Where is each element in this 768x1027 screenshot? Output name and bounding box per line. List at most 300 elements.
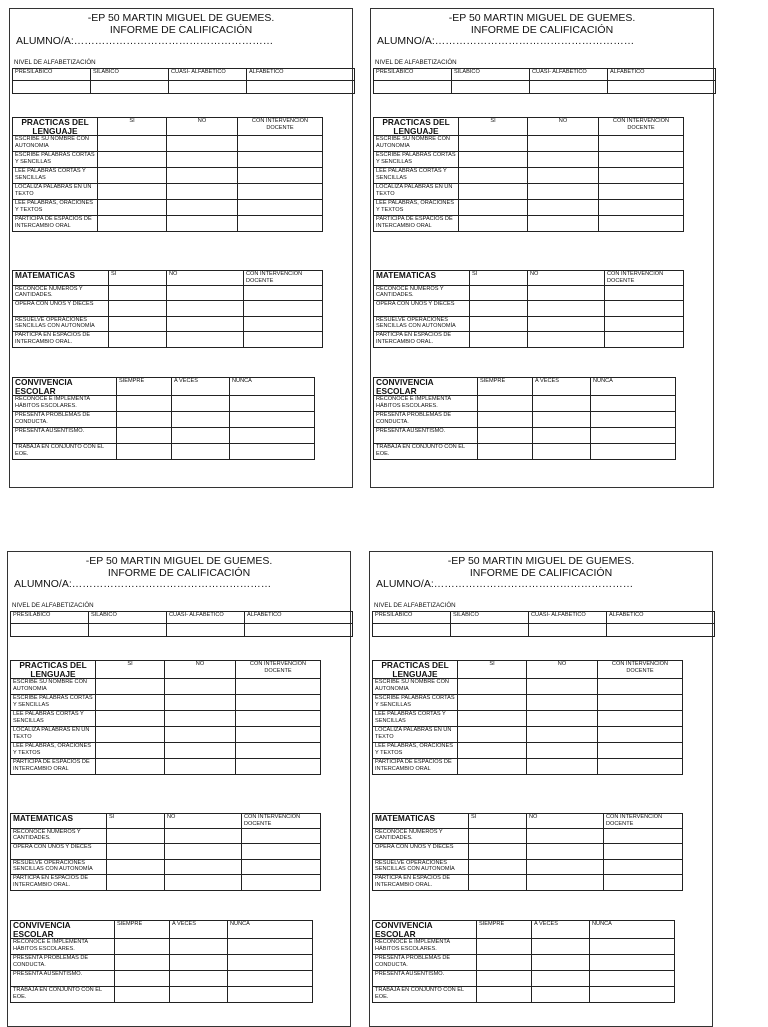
grade-cell[interactable] <box>533 396 591 412</box>
column-no: NO <box>528 118 599 136</box>
grade-cell[interactable] <box>605 301 684 317</box>
level-cuasi-alfabetico: CUASI- ALFABETICO <box>530 69 608 81</box>
grade-cell[interactable] <box>167 285 244 301</box>
grade-cell[interactable] <box>598 743 683 759</box>
grade-cell[interactable] <box>96 679 165 695</box>
criterion-label: LOCALIZA PALABRAS EN UN TEXTO <box>13 184 98 200</box>
grade-cell[interactable] <box>167 168 238 184</box>
grade-cell[interactable] <box>528 136 599 152</box>
language-section-title: PRACTICAS DEL LENGUAJE <box>373 661 458 679</box>
grade-cell[interactable] <box>117 444 172 460</box>
grade-cell[interactable] <box>115 955 170 971</box>
grade-cell[interactable] <box>458 743 527 759</box>
criterion-label: PARTICIPA DE ESPACIOS DE INTERCAMBIO ORAL <box>13 216 98 232</box>
grade-cell[interactable] <box>591 428 676 444</box>
grade-cell[interactable] <box>599 200 684 216</box>
grade-cell[interactable] <box>244 316 323 332</box>
grade-cell[interactable] <box>527 828 604 844</box>
grade-cell[interactable] <box>605 285 684 301</box>
grade-cell[interactable] <box>165 844 242 860</box>
criterion-label: LOCALIZA PALABRAS EN UN TEXTO <box>373 727 458 743</box>
grade-cell[interactable] <box>598 695 683 711</box>
grade-cell[interactable] <box>98 168 167 184</box>
column-nunca: NUNCA <box>590 921 675 939</box>
criterion-label: PARTICPA EN ESPACIOS DE INTERCAMBIO ORAL. <box>11 875 107 891</box>
grade-cell[interactable] <box>98 136 167 152</box>
grade-cell[interactable] <box>165 695 236 711</box>
grade-cell[interactable] <box>533 412 591 428</box>
table-row <box>373 971 675 987</box>
literacy-level-table <box>12 68 355 94</box>
grade-cell[interactable] <box>470 301 528 317</box>
grade-cell[interactable] <box>230 412 315 428</box>
grade-cell[interactable] <box>478 396 533 412</box>
table-row <box>374 136 684 152</box>
grade-cell[interactable] <box>599 184 684 200</box>
criterion-label: RESUELVE OPERACIONES SENCILLAS CON AUTONOMÍA <box>13 316 109 332</box>
table-row <box>13 216 323 232</box>
grade-cell[interactable] <box>109 301 167 317</box>
grade-cell[interactable] <box>459 184 528 200</box>
column-a-veces: A VECES <box>172 378 230 396</box>
criterion-label: PRESENTA AUSENTISMO. <box>373 971 477 987</box>
column-no: NO <box>528 271 605 286</box>
grade-cell[interactable] <box>598 727 683 743</box>
grade-cell[interactable] <box>591 444 676 460</box>
grade-cell[interactable] <box>459 216 528 232</box>
grade-cell[interactable] <box>533 428 591 444</box>
grade-cell[interactable] <box>477 955 532 971</box>
grade-cell[interactable] <box>228 971 313 987</box>
level-silabico: SILÁBICO <box>451 612 529 624</box>
grade-cell[interactable] <box>238 136 323 152</box>
criterion-label: PRESENTA AUSENTISMO. <box>11 971 115 987</box>
math-section-title: MATEMATICAS <box>11 814 107 829</box>
grade-cell[interactable] <box>590 955 675 971</box>
criterion-label: RECONOCE NUMEROS Y CANTIDADES. <box>13 285 109 301</box>
table-row <box>374 316 684 332</box>
grade-cell[interactable] <box>533 444 591 460</box>
school-name: -EP 50 MARTIN MIGUEL DE GUEMES. <box>87 12 275 24</box>
column-siempre: SIEMPRE <box>117 378 172 396</box>
level-cell[interactable] <box>452 81 530 94</box>
grade-cell[interactable] <box>117 428 172 444</box>
level-silabico: SILÁBICO <box>452 69 530 81</box>
table-row <box>11 828 321 844</box>
grade-cell[interactable] <box>590 939 675 955</box>
grade-cell[interactable] <box>527 711 598 727</box>
grade-cell[interactable] <box>117 396 172 412</box>
grade-cell[interactable] <box>532 971 590 987</box>
grade-cell[interactable] <box>591 396 676 412</box>
level-cell[interactable] <box>529 624 607 637</box>
grade-cell[interactable] <box>167 152 238 168</box>
coexistence-section-title: CONVIVENCIA ESCOLAR <box>11 921 115 939</box>
report-title: INFORME DE CALIFICACIÓN <box>470 24 614 36</box>
grade-cell[interactable] <box>230 444 315 460</box>
grade-cell[interactable] <box>96 759 165 775</box>
table-row <box>13 152 323 168</box>
grade-cell[interactable] <box>244 332 323 348</box>
grade-cell[interactable] <box>96 695 165 711</box>
level-cell[interactable] <box>245 624 353 637</box>
table-row <box>373 875 683 891</box>
grade-cell[interactable] <box>527 679 598 695</box>
table-row <box>374 396 676 412</box>
grade-cell[interactable] <box>458 759 527 775</box>
grade-cell[interactable] <box>230 396 315 412</box>
table-row <box>373 828 683 844</box>
grade-cell[interactable] <box>477 987 532 1003</box>
table-row <box>373 695 683 711</box>
grade-cell[interactable] <box>528 301 605 317</box>
grade-cell[interactable] <box>236 711 321 727</box>
language-section-title: PRACTICAS DEL LENGUAJE <box>11 661 96 679</box>
grade-cell[interactable] <box>167 200 238 216</box>
column-con-intervencion: CON INTERVENCION DOCENTE <box>598 661 683 679</box>
grade-cell[interactable] <box>238 168 323 184</box>
grade-cell[interactable] <box>115 939 170 955</box>
grade-cell[interactable] <box>244 285 323 301</box>
table-row <box>11 759 321 775</box>
grade-cell[interactable] <box>527 743 598 759</box>
level-alfabetico: ALFABETICO <box>247 69 355 81</box>
grade-cell[interactable] <box>167 332 244 348</box>
grade-cell[interactable] <box>604 844 683 860</box>
column-nunca: NUNCA <box>228 921 313 939</box>
grade-cell[interactable] <box>527 695 598 711</box>
literacy-level-label: NIVEL DE ALFABETIZACIÓN <box>375 59 457 66</box>
grade-cell[interactable] <box>98 152 167 168</box>
literacy-level-table <box>373 68 716 94</box>
table-row <box>374 216 684 232</box>
level-cell[interactable] <box>13 81 91 94</box>
language-table <box>10 660 321 775</box>
grade-cell[interactable] <box>599 136 684 152</box>
grade-cell[interactable] <box>167 136 238 152</box>
grade-cell[interactable] <box>604 875 683 891</box>
grade-cell[interactable] <box>458 679 527 695</box>
grade-cell[interactable] <box>528 216 599 232</box>
level-cell[interactable] <box>608 81 716 94</box>
level-silabico: SILÁBICO <box>89 612 167 624</box>
level-cell[interactable] <box>167 624 245 637</box>
criterion-label: RECONOCE E IMPLEMENTA HÁBITOS ESCOLARES. <box>374 396 478 412</box>
grade-cell[interactable] <box>469 875 527 891</box>
grade-cell[interactable] <box>598 711 683 727</box>
table-row <box>13 396 315 412</box>
grade-cell[interactable] <box>96 743 165 759</box>
grade-cell[interactable] <box>527 759 598 775</box>
grade-cell[interactable] <box>470 332 528 348</box>
column-no: NO <box>165 814 242 829</box>
table-row <box>11 679 321 695</box>
criterion-label: TRABAJA EN CONJUNTO CON EL EOE. <box>11 987 115 1003</box>
grade-cell[interactable] <box>599 216 684 232</box>
grade-cell[interactable] <box>478 428 533 444</box>
table-row <box>11 939 313 955</box>
grade-cell[interactable] <box>117 412 172 428</box>
level-cell[interactable] <box>247 81 355 94</box>
level-presilabico: PRESILÁBICO <box>374 69 452 81</box>
grade-cell[interactable] <box>458 711 527 727</box>
criterion-label: LEE PALABRAS CORTAS Y SENCILLAS <box>373 711 458 727</box>
grade-cell[interactable] <box>528 184 599 200</box>
grade-cell[interactable] <box>532 955 590 971</box>
math-section-title: MATEMATICAS <box>373 814 469 829</box>
level-presilabico: PRESILÁBICO <box>11 612 89 624</box>
grade-cell[interactable] <box>458 727 527 743</box>
grade-cell[interactable] <box>459 168 528 184</box>
grade-cell[interactable] <box>527 727 598 743</box>
criterion-label: LEE PALABRAS CORTAS Y SENCILLAS <box>13 168 98 184</box>
table-row <box>11 844 321 860</box>
grade-cell[interactable] <box>165 759 236 775</box>
criterion-label: ESCRIBE PALABRAS CORTAS Y SENCILLAS <box>373 695 458 711</box>
grade-cell[interactable] <box>470 316 528 332</box>
grade-cell[interactable] <box>477 971 532 987</box>
language-section-title: PRACTICAS DEL LENGUAJE <box>13 118 98 136</box>
literacy-level-table <box>10 611 353 637</box>
report-card-3 <box>7 551 351 1027</box>
table-row <box>373 939 675 955</box>
language-table <box>373 117 684 232</box>
grade-cell[interactable] <box>527 875 604 891</box>
grade-cell[interactable] <box>170 987 228 1003</box>
grade-cell[interactable] <box>528 316 605 332</box>
grade-cell[interactable] <box>107 875 165 891</box>
grade-cell[interactable] <box>598 759 683 775</box>
grade-cell[interactable] <box>228 955 313 971</box>
grade-cell[interactable] <box>170 955 228 971</box>
level-cell[interactable] <box>374 81 452 94</box>
grade-cell[interactable] <box>98 200 167 216</box>
grade-cell[interactable] <box>470 285 528 301</box>
math-table <box>373 270 684 348</box>
criterion-label: ESCRIBE SU NOMBRE CON AUTONOMIA <box>374 136 459 152</box>
level-cell[interactable] <box>451 624 529 637</box>
grade-cell[interactable] <box>528 285 605 301</box>
grade-cell[interactable] <box>167 216 238 232</box>
table-row <box>373 727 683 743</box>
grade-cell[interactable] <box>172 444 230 460</box>
grade-cell[interactable] <box>244 301 323 317</box>
grade-cell[interactable] <box>170 939 228 955</box>
criterion-label: PRESENTA PROBLEMAS DE CONDUCTA. <box>11 955 115 971</box>
grade-cell[interactable] <box>459 152 528 168</box>
grade-cell[interactable] <box>167 184 238 200</box>
table-row <box>11 859 321 875</box>
grade-cell[interactable] <box>236 679 321 695</box>
column-si: SI <box>469 814 527 829</box>
math-table <box>372 813 683 891</box>
criterion-label: OPERA CON UNOS Y DIECES <box>13 301 109 317</box>
criterion-label: PARTICIPA DE ESPACIOS DE INTERCAMBIO ORAL <box>374 216 459 232</box>
report-title: INFORME DE CALIFICACIÓN <box>109 24 253 36</box>
grade-cell[interactable] <box>458 695 527 711</box>
grade-cell[interactable] <box>477 939 532 955</box>
criterion-label: RESUELVE OPERACIONES SENCILLAS CON AUTONOMÍA <box>11 859 107 875</box>
criterion-label: TRABAJA EN CONJUNTO CON EL EOE. <box>13 444 117 460</box>
column-si: SI <box>470 271 528 286</box>
grade-cell[interactable] <box>469 859 527 875</box>
level-cell[interactable] <box>89 624 167 637</box>
grade-cell[interactable] <box>165 875 242 891</box>
grade-cell[interactable] <box>236 743 321 759</box>
level-cell[interactable] <box>11 624 89 637</box>
column-con-intervencion: CON INTERVENCION DOCENTE <box>604 814 683 829</box>
grade-cell[interactable] <box>165 859 242 875</box>
level-alfabetico: ALFABETICO <box>608 69 716 81</box>
column-siempre: SIEMPRE <box>115 921 170 939</box>
grade-cell[interactable] <box>590 971 675 987</box>
grade-cell[interactable] <box>599 152 684 168</box>
column-si: SI <box>109 271 167 286</box>
criterion-label: PRESENTA PROBLEMAS DE CONDUCTA. <box>373 955 477 971</box>
grade-cell[interactable] <box>172 396 230 412</box>
level-cell[interactable] <box>530 81 608 94</box>
criterion-label: LEE PALABRAS, ORACIONES Y TEXTOS <box>13 200 98 216</box>
grade-cell[interactable] <box>170 971 228 987</box>
table-row <box>374 428 676 444</box>
criterion-label: ESCRIBE SU NOMBRE CON AUTONOMIA <box>11 679 96 695</box>
grade-cell[interactable] <box>242 859 321 875</box>
grade-cell[interactable] <box>242 844 321 860</box>
grade-cell[interactable] <box>478 444 533 460</box>
level-cell[interactable] <box>607 624 715 637</box>
grade-cell[interactable] <box>228 939 313 955</box>
grade-cell[interactable] <box>96 711 165 727</box>
student-name-field: ALUMNO/A:………………………………………………… <box>14 578 272 590</box>
level-alfabetico: ALFABETICO <box>607 612 715 624</box>
coexistence-table <box>372 920 675 1003</box>
grade-cell[interactable] <box>98 216 167 232</box>
grade-cell[interactable] <box>115 987 170 1003</box>
table-row <box>13 285 323 301</box>
level-cell[interactable] <box>169 81 247 94</box>
grade-cell[interactable] <box>528 332 605 348</box>
grade-cell[interactable] <box>605 332 684 348</box>
column-nunca: NUNCA <box>230 378 315 396</box>
grade-cell[interactable] <box>590 987 675 1003</box>
grade-cell[interactable] <box>109 285 167 301</box>
grade-cell[interactable] <box>528 168 599 184</box>
grade-cell[interactable] <box>605 316 684 332</box>
grade-cell[interactable] <box>528 200 599 216</box>
grade-cell[interactable] <box>242 875 321 891</box>
grade-cell[interactable] <box>238 200 323 216</box>
grade-cell[interactable] <box>167 316 244 332</box>
grade-cell[interactable] <box>236 727 321 743</box>
grade-cell[interactable] <box>165 727 236 743</box>
column-si: SI <box>458 661 527 679</box>
criterion-label: RECONOCE NUMEROS Y CANTIDADES. <box>373 828 469 844</box>
table-row <box>13 136 323 152</box>
student-name-field: ALUMNO/A:………………………………………………… <box>16 35 274 47</box>
grade-cell[interactable] <box>107 859 165 875</box>
table-row <box>11 955 313 971</box>
criterion-label: RECONOCE NUMEROS Y CANTIDADES. <box>374 285 470 301</box>
grade-cell[interactable] <box>528 152 599 168</box>
report-title: INFORME DE CALIFICACIÓN <box>469 567 613 579</box>
report-title: INFORME DE CALIFICACIÓN <box>107 567 251 579</box>
table-row <box>373 844 683 860</box>
criterion-label: PARTICIPA DE ESPACIOS DE INTERCAMBIO ORAL <box>11 759 96 775</box>
coexistence-section-title: CONVIVENCIA ESCOLAR <box>374 378 478 396</box>
grade-cell[interactable] <box>469 828 527 844</box>
level-cell[interactable] <box>373 624 451 637</box>
report-card-1 <box>9 8 353 488</box>
criterion-label: OPERA CON UNOS Y DIECES <box>373 844 469 860</box>
grade-cell[interactable] <box>165 711 236 727</box>
grade-cell[interactable] <box>238 184 323 200</box>
grade-cell[interactable] <box>98 184 167 200</box>
grade-cell[interactable] <box>238 152 323 168</box>
grade-cell[interactable] <box>591 412 676 428</box>
grade-cell[interactable] <box>604 828 683 844</box>
table-row <box>374 200 684 216</box>
grade-cell[interactable] <box>107 844 165 860</box>
column-con-intervencion: CON INTERVENCION DOCENTE <box>605 271 684 286</box>
grade-cell[interactable] <box>230 428 315 444</box>
criterion-label: OPERA CON UNOS Y DIECES <box>374 301 470 317</box>
table-row <box>373 955 675 971</box>
grade-cell[interactable] <box>242 828 321 844</box>
grade-cell[interactable] <box>469 844 527 860</box>
column-a-veces: A VECES <box>532 921 590 939</box>
grade-cell[interactable] <box>478 412 533 428</box>
grade-cell[interactable] <box>604 859 683 875</box>
grade-cell[interactable] <box>236 759 321 775</box>
table-row <box>11 875 321 891</box>
grade-cell[interactable] <box>459 200 528 216</box>
grade-cell[interactable] <box>599 168 684 184</box>
grade-cell[interactable] <box>165 679 236 695</box>
criterion-label: LOCALIZA PALABRAS EN UN TEXTO <box>374 184 459 200</box>
grade-cell[interactable] <box>598 679 683 695</box>
grade-cell[interactable] <box>107 828 165 844</box>
grade-cell[interactable] <box>115 971 170 987</box>
grade-cell[interactable] <box>527 859 604 875</box>
grade-cell[interactable] <box>532 939 590 955</box>
level-cell[interactable] <box>91 81 169 94</box>
grade-cell[interactable] <box>96 727 165 743</box>
school-name: -EP 50 MARTIN MIGUEL DE GUEMES. <box>447 555 635 567</box>
grade-cell[interactable] <box>228 987 313 1003</box>
grade-cell[interactable] <box>527 844 604 860</box>
grade-cell[interactable] <box>172 412 230 428</box>
table-row <box>13 316 323 332</box>
grade-cell[interactable] <box>459 136 528 152</box>
school-name: -EP 50 MARTIN MIGUEL DE GUEMES. <box>448 12 636 24</box>
coexistence-section-title: CONVIVENCIA ESCOLAR <box>13 378 117 396</box>
grade-cell[interactable] <box>165 828 242 844</box>
table-row <box>374 332 684 348</box>
criterion-label: LEE PALABRAS, ORACIONES Y TEXTOS <box>373 743 458 759</box>
grade-cell[interactable] <box>165 743 236 759</box>
grade-cell[interactable] <box>167 301 244 317</box>
grade-cell[interactable] <box>236 695 321 711</box>
grade-cell[interactable] <box>238 216 323 232</box>
criterion-label: ESCRIBE SU NOMBRE CON AUTONOMIA <box>13 136 98 152</box>
literacy-level-label: NIVEL DE ALFABETIZACIÓN <box>374 602 456 609</box>
column-a-veces: A VECES <box>533 378 591 396</box>
grade-cell[interactable] <box>109 316 167 332</box>
literacy-level-table <box>372 611 715 637</box>
grade-cell[interactable] <box>109 332 167 348</box>
grade-cell[interactable] <box>532 987 590 1003</box>
grade-cell[interactable] <box>172 428 230 444</box>
